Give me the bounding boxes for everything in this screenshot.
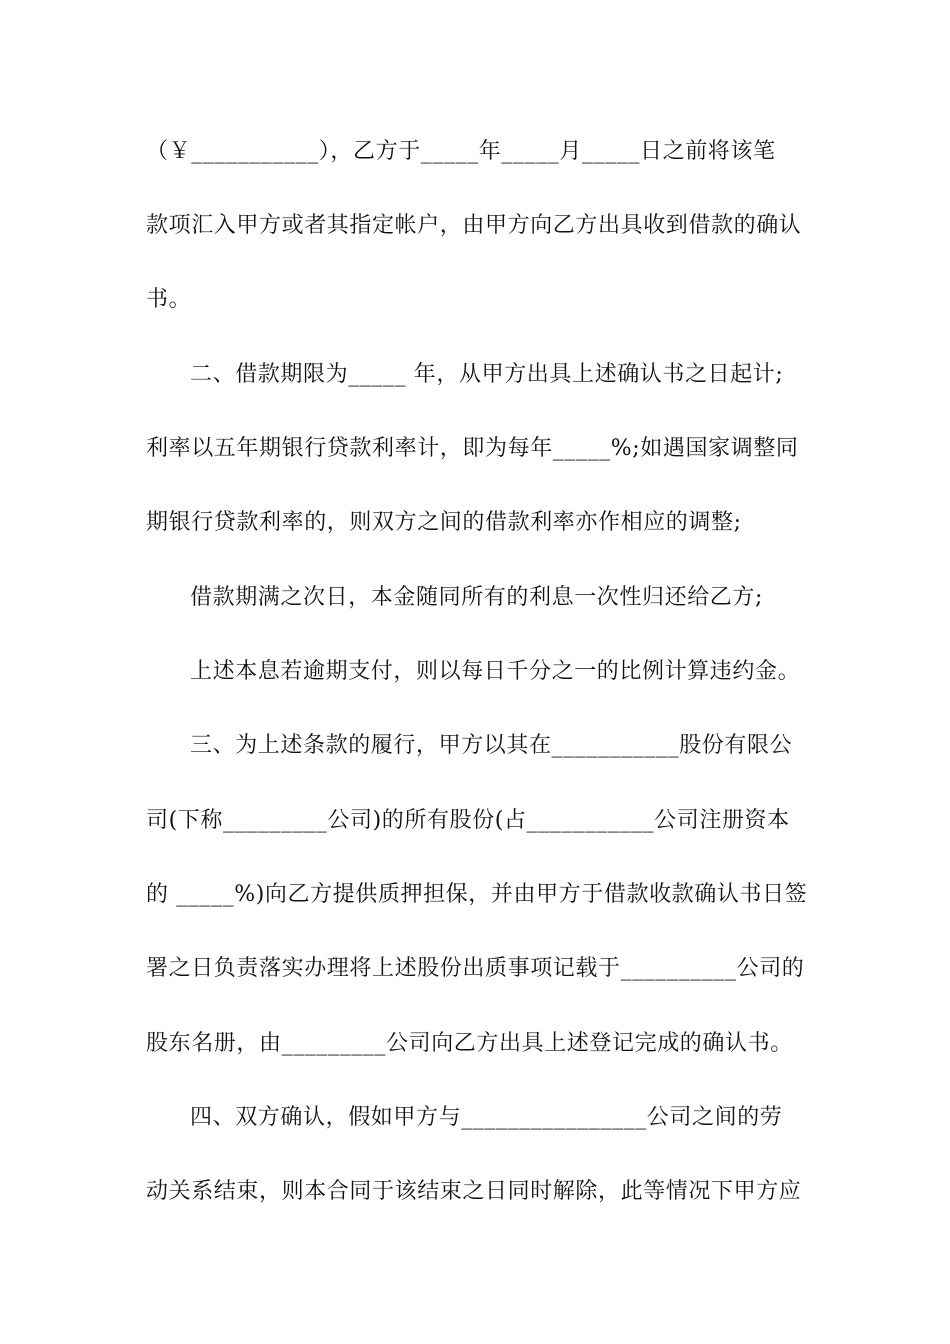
repayment-line: 借款期满之次日，本金随同所有的利息一次性归还给乙方; — [190, 585, 764, 610]
paragraph-line: 动关系结束，则本合同于该结束之日同时解除，此等情况下甲方应 — [146, 1179, 802, 1204]
paragraph-line: 期银行贷款利率的，则双方之间的借款利率亦作相应的调整; — [146, 510, 742, 535]
paragraph-line: 利率以五年期银行贷款利率计，即为每年_____%;如遇国家调整同 — [146, 436, 799, 461]
clause-three-line: 三、为上述条款的履行，甲方以其在___________股份有限公 — [190, 733, 793, 758]
clause-four-line: 四、双方确认，假如甲方与________________公司之间的劳 — [190, 1105, 783, 1130]
paragraph-line: 司(下称_________公司)的所有股份(占___________公司注册资本 — [146, 808, 790, 833]
paragraph-line: 款项汇入甲方或者其指定帐户，由甲方向乙方出具收到借款的确认 — [146, 213, 802, 238]
clause-two-line: 二、借款期限为_____ 年，从甲方出具上述确认书之日起计; — [190, 362, 784, 387]
paragraph-line: 书。 — [146, 287, 192, 312]
paragraph-line: 署之日负责落实办理将上述股份出质事项记载于__________公司的 — [146, 956, 805, 981]
paragraph-line: 股东名册，由_________公司向乙方出具上述登记完成的确认书。 — [146, 1031, 793, 1056]
paragraph-line: 的 _____%)向乙方提供质押担保，并由甲方于借款收款确认书日签 — [146, 882, 808, 907]
penalty-line: 上述本息若逾期支付，则以每日千分之一的比例计算违约金。 — [190, 659, 801, 684]
paragraph-line: （￥___________），乙方于_____年_____月_____日之前将该笔 — [146, 139, 776, 164]
